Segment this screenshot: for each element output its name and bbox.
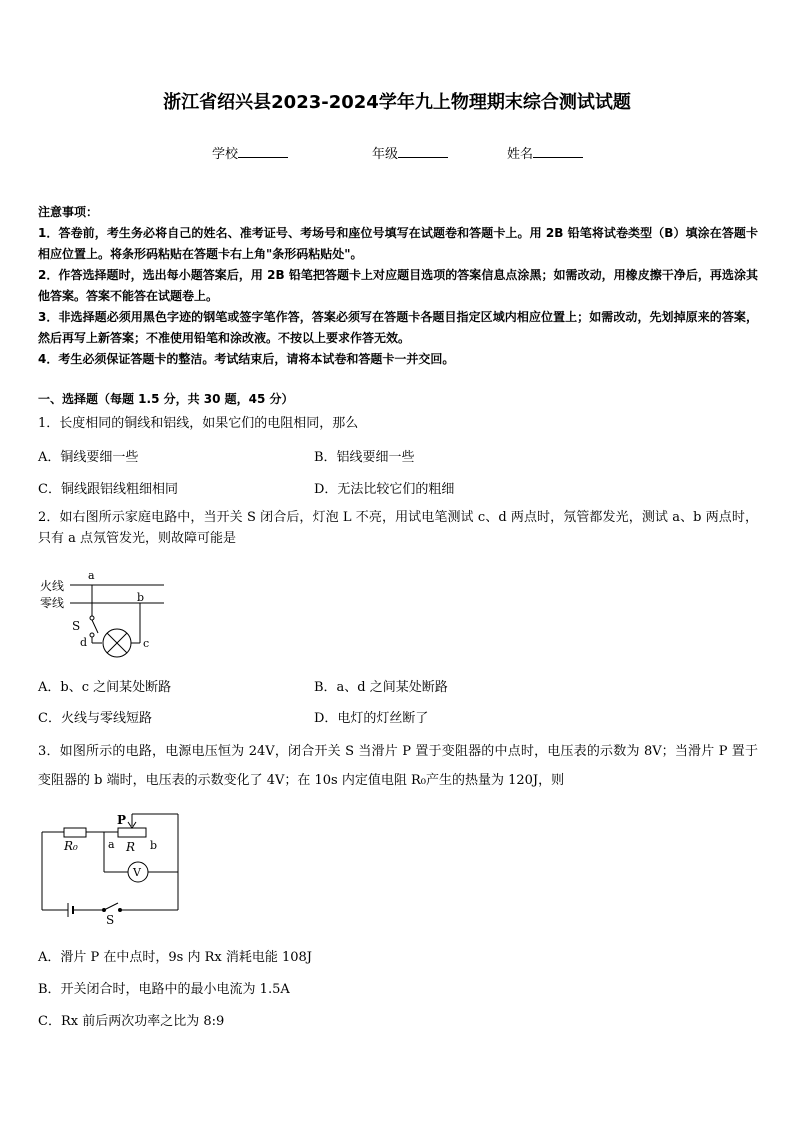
q3-stem: 3．如图所示的电路，电源电压恒为 24V，闭合开关 S 当滑片 P 置于变阻器的中点时，电压表的示数为 8V；当滑片 P 置于变阻器的 b 端时，电压表的示数变化了 4V；在 10s 内定值电阻 R₀产生的热量为 120J，则 <box>38 744 758 788</box>
q1-stem: 1．长度相同的铜线和铝线，如果它们的电阻相同，那么 <box>38 416 359 431</box>
notice-heading: 注意事项： <box>38 205 99 219</box>
q3-circuit-figure <box>38 806 184 926</box>
q2-switch-label: S <box>72 619 81 633</box>
q3-stem-block <box>38 737 758 795</box>
q2-option-a[interactable]: A．b、c 之间某处断路 <box>38 680 172 695</box>
school-field[interactable] <box>212 143 288 162</box>
q3-switch-blade <box>104 903 118 910</box>
notice-section <box>38 202 758 370</box>
q2-neutral-label: 零线 <box>40 596 65 610</box>
grade-field[interactable] <box>372 143 448 162</box>
q2-option-c[interactable]: C．火线与零线短路 <box>38 711 152 726</box>
q2-point-b: b <box>137 591 145 604</box>
q2-point-c: c <box>143 637 150 650</box>
section-heading: 一、选择题（每题 1.5 分，共 30 题，45 分） <box>38 392 294 406</box>
q3-point-b: b <box>150 839 158 852</box>
q2-point-d: d <box>80 636 88 649</box>
q2-option-d[interactable]: D．电灯的灯丝断了 <box>314 711 429 726</box>
q3-rheostat <box>118 828 146 837</box>
q1-option-d[interactable]: D．无法比较它们的粗细 <box>314 482 455 497</box>
q3-option-c[interactable]: C．Rx 前后两次功率之比为 8:9 <box>38 1014 225 1029</box>
q3-switch-contact <box>118 908 122 912</box>
name-blank[interactable] <box>533 145 583 158</box>
q2-live-label: 火线 <box>40 579 65 593</box>
q2-option-b[interactable]: B．a、d 之间某处断路 <box>314 680 448 695</box>
school-label: 学校 <box>212 147 239 162</box>
q3-voltmeter-label: V <box>133 866 141 879</box>
q3-option-b[interactable]: B．开关闭合时，电路中的最小电流为 1.5A <box>38 982 290 997</box>
q3-r0-resistor <box>64 828 86 837</box>
q2-stem-block <box>38 507 758 549</box>
q1-option-c[interactable]: C．铜线跟铝线粗细相同 <box>38 482 178 497</box>
q1-option-b[interactable]: B．铝线要细一些 <box>314 450 415 465</box>
q3-point-a: a <box>108 838 115 851</box>
q3-switch-label: S <box>106 913 115 926</box>
name-field[interactable] <box>507 143 583 162</box>
page-title: 浙江省绍兴县2023-2024学年九上物理期末综合测试试题 <box>163 92 631 113</box>
notice-item-2: 2．作答选择题时，选出每小题答案后，用 2B 铅笔把答题卡上对应题目选项的答案信息点涂黑；如需改动，用橡皮擦干净后，再选涂其他答案。答案不能答在试题卷上。 <box>38 268 758 303</box>
q3-slider-label: P <box>117 813 127 827</box>
school-blank[interactable] <box>238 145 288 158</box>
q2-switch-blade <box>92 620 98 633</box>
name-label: 姓名 <box>507 147 534 162</box>
q3-option-a[interactable]: A．滑片 P 在中点时，9s 内 Rx 消耗电能 108J <box>38 950 313 965</box>
q1-option-a[interactable]: A．铜线要细一些 <box>38 450 139 465</box>
q2-stem: 2．如右图所示家庭电路中，当开关 S 闭合后，灯泡 L 不亮，用试电笔测试 c、d 两点时，氖管都发光，测试 a、b 两点时，只有 a 点氖管发光，则故障可能是 <box>38 510 758 546</box>
notice-item-4: 4．考生必须保证答题卡的整洁。考试结束后，请将本试卷和答题卡一并交回。 <box>38 352 455 366</box>
q2-switch-top <box>90 616 94 620</box>
q2-point-a: a <box>88 569 95 582</box>
notice-item-1: 1．答卷前，考生务必将自己的姓名、准考证号、考场号和座位号填写在试题卷和答题卡上。用 2B 铅笔将试卷类型（B）填涂在答题卡相应位置上。将条形码粘贴在答题卡右上角"条形码粘贴处"。 <box>38 226 758 261</box>
grade-blank[interactable] <box>398 145 448 158</box>
q3-r0-label: R₀ <box>64 839 78 853</box>
q2-circuit-figure <box>36 568 176 664</box>
q2-switch-bottom <box>90 633 94 637</box>
notice-item-3: 3．非选择题必须用黑色字迹的钢笔或签字笔作答，答案必须写在答题卡各题目指定区域内相应位置上；如需改动，先划掉原来的答案，然后再写上新答案；不准使用铅笔和涂改液。不按以上要求作答无效。 <box>38 310 758 345</box>
grade-label: 年级 <box>372 147 399 162</box>
q3-r-label: R <box>126 840 136 854</box>
